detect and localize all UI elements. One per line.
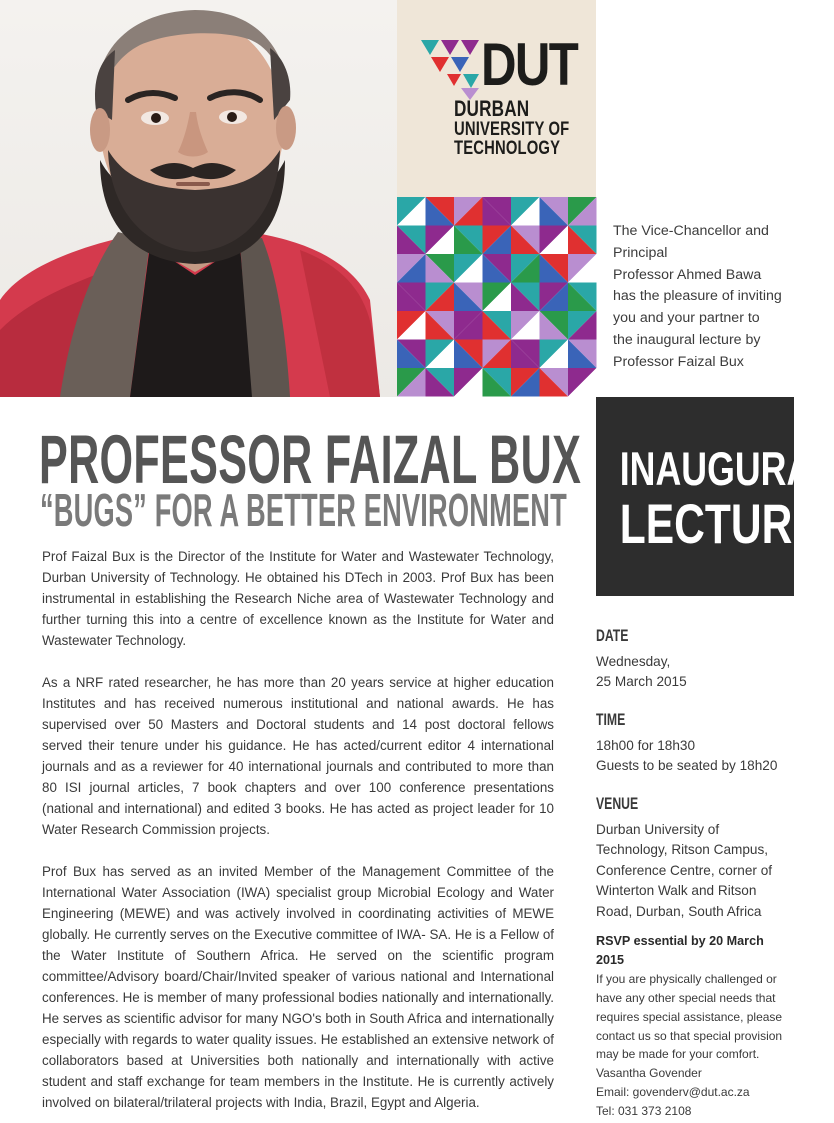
dut-triangle-mark-icon — [421, 40, 481, 100]
rsvp-note-line: contact us so that special provision — [596, 1028, 783, 1043]
bio-paragraph: Prof Faizal Bux is the Director of the Institute for Water and Wastewater Technology, Durban University of Technology. He obtained his DTech in 2003. Prof Bux has been instrumental in establishing the Research Niche area of Wastewater Technology and further turning this into a centre of excellence known as the Institute for Water and Wastewater Technology. — [42, 549, 554, 648]
logo-line-1: DURBAN — [454, 96, 530, 121]
date-line: 25 March 2015 — [596, 674, 687, 690]
date-heading: DATE — [596, 626, 629, 645]
rsvp-title: RSVP essential by 20 March 2015 — [596, 934, 764, 967]
bio-paragraph: Prof Bux has served as an invited Member of the Management Committee of the International Water Association (IWA) specialist group Microbial Ecology and Water Engineering (MEWE) and was actively involved in coordinating activities of MEWE globally. He currently serves on the Executive committee of IWA- SA. He is a Fellow of the Water Institute of Southern Africa. He served on the scientific program committee/Advisory board/Chair/Invited speaker of various national and International conferences. He is member of many professional bodies nationally and internationally. He serves as scientific advisor for many NGO's both in South Africa and internationally especially with regards to water quality issues. He established an extensive network of collaborators based at Universities both nationally and internationally with active student and staff exchange for team members in the Institute. He is currently actively involved on bilateral/trilateral projects with India, Brazil, Egypt and Algeria. — [42, 864, 554, 1110]
venue-line: Conference Centre, corner of — [596, 862, 773, 878]
speaker-biography — [42, 546, 554, 1113]
venue-section — [596, 794, 791, 922]
invitation-line: the inaugural lecture by — [613, 331, 761, 348]
date-line: Wednesday, — [596, 654, 671, 669]
logo-wordmark: DUT — [481, 31, 578, 98]
venue-line: Technology, Ritson Campus, — [596, 842, 769, 858]
inaugural-lecture-banner — [596, 397, 834, 596]
time-section — [596, 710, 791, 777]
dut-logo — [397, 0, 596, 197]
contact-phone[interactable]: Tel: 031 373 2108 — [596, 1104, 692, 1119]
venue-line: Durban University of — [596, 822, 720, 837]
time-line: Guests to be seated by 18h20 — [596, 758, 778, 774]
lecture-subtitle: “BUGS” FOR A BETTER ENVIRONMENT — [40, 484, 567, 536]
banner-line-1: INAUGURAL — [619, 442, 834, 495]
invitation-line: you and your partner to — [613, 310, 760, 327]
logo-line-2: UNIVERSITY OF — [454, 119, 570, 140]
triangle-pattern — [397, 197, 596, 397]
logo-university-name — [454, 98, 569, 158]
rsvp-contact — [596, 1064, 792, 1121]
banner-line-2: LECTURE — [619, 492, 821, 555]
rsvp-section — [596, 932, 792, 1121]
invitation-line: Professor Faizal Bux — [613, 353, 744, 370]
time-heading: TIME — [596, 710, 626, 729]
bio-paragraph: As a NRF rated researcher, he has more than 20 years service at higher education Institutes and has received numerous institutional and national awards. He has supervised over 50 Masters and Doctoral students and 14 post doctoral fellows served their tenure under his guidance. He has acted/current editor 4 international journals and as a reviewer for 40 international journals and contributed to more than 80 ISI journal articles, 7 book chapters and over 100 conference presentations (national and international) and edited 3 books. He has acted as project leader for 10 Water Research Commission projects. — [42, 675, 554, 837]
invitation-text — [613, 221, 791, 374]
date-section — [596, 626, 687, 693]
rsvp-note-line: may be made for your comfort. — [596, 1047, 760, 1062]
logo-line-3: TECHNOLOGY — [454, 138, 561, 159]
invitation-line: The Vice-Chancellor and — [613, 223, 769, 239]
venue-line: Road, Durban, South Africa — [596, 903, 762, 919]
rsvp-note-line: have any other special needs that — [596, 990, 776, 1005]
invitation-line: Professor Ahmed Bawa — [613, 266, 762, 283]
invitation-line: has the pleasure of inviting — [613, 288, 782, 305]
rsvp-note-line: requires special assistance, please — [596, 1009, 783, 1024]
venue-line: Winterton Walk and Ritson — [596, 883, 757, 899]
speaker-photo — [0, 0, 397, 397]
rsvp-note — [596, 970, 792, 1065]
venue-heading: VENUE — [596, 794, 639, 813]
invitation-line: Principal — [613, 244, 668, 261]
contact-email[interactable]: Email: govenderv@dut.ac.za — [596, 1085, 750, 1100]
time-line: 18h00 for 18h30 — [596, 738, 696, 753]
page-title: PROFESSOR FAIZAL BUX — [39, 421, 582, 498]
rsvp-note-line: If you are physically challenged or — [596, 971, 777, 986]
contact-name: Vasantha Govender — [596, 1066, 702, 1081]
